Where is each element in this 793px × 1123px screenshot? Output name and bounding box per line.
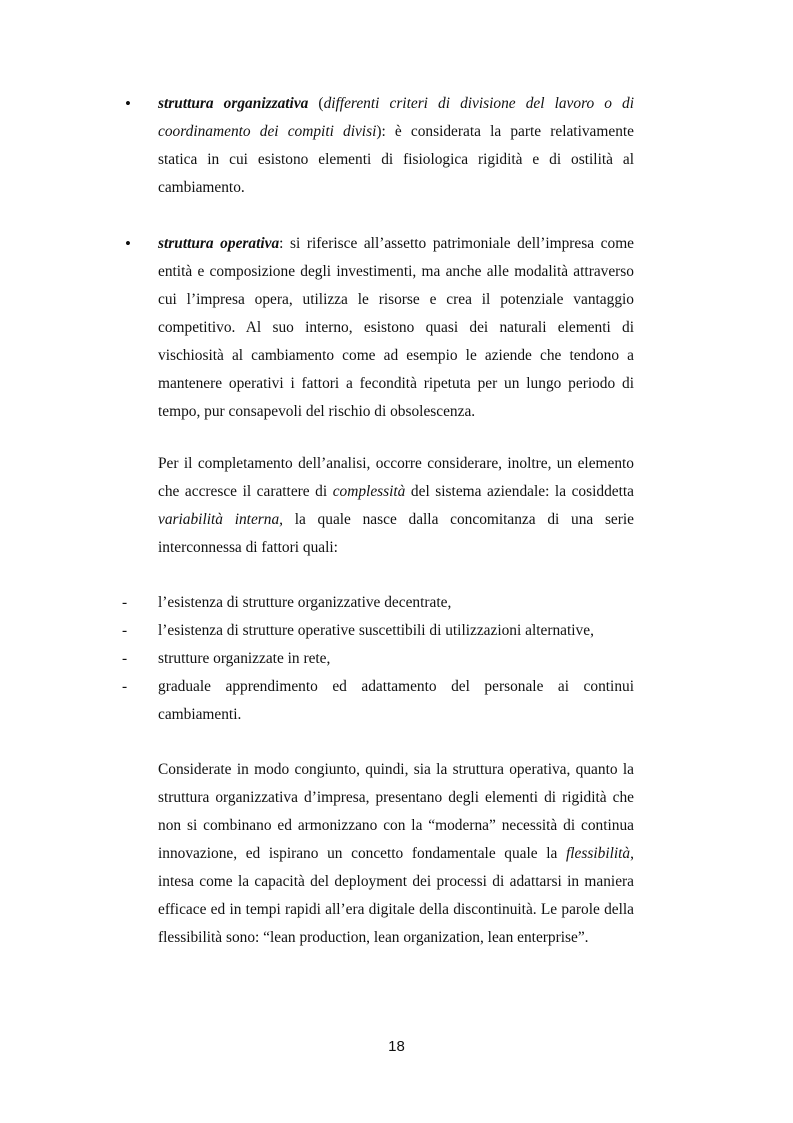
bullet-marker: • [125,94,131,113]
emphasis-variabilita-interna: variabilità interna, [158,511,284,528]
list-marker: - [122,678,128,695]
list-item: strutture organizzate in rete, [158,650,331,667]
bullet-text: struttura operativa: si riferisce all’assetto patrimoniale dell’impresa come entità e composizione degli investimenti, ma anche alle modalità attraverso cui l’impresa opera, utilizza le risorse e crea il potenziale vantaggio competitivo. Al suo interno, esistono quasi dei naturali elementi di vischiosità al cambiamento come ad esempio le aziende che tendono a mantenere operativi i fattori a fecondità ripetuta per un lungo periodo di tempo, pur consapevoli del rischio di obsolescenza. [158,235,634,420]
paragraph-text: Considerate in modo congiunto, quindi, sia la struttura operativa, quanto la struttura organizzativa d’impresa, presentano degli elementi di rigidità che non si combinano ed armonizzano con la “moderna” necessità di continua innovazione, ed ispirano un concetto fondamentale quale la flessibilità, intesa come la capacità del deployment dei processi di adattarsi in maniera efficace ed in tempi rapidi all’era digitale della discontinuità. Le parole della flessibilità sono: “lean production, lean organization, lean enterprise”. [158,761,634,946]
bullet-item-struttura-organizzativa [158,90,634,202]
term-struttura-organizzativa: struttura organizzativa [158,95,309,112]
list-marker: - [122,594,128,611]
parenthetical-note: differenti criteri di divisione del lavoro o di coordinamento dei compiti divisi [158,95,635,140]
term-struttura-operativa: struttura operativa [158,235,280,252]
bullet-item-struttura-operativa [158,230,634,426]
list-item: graduale apprendimento ed adattamento del personale ai continui cambiamenti. [158,678,634,723]
page-number: 18 [388,1038,405,1055]
paragraph-text: Per il completamento dell’analisi, occorre considerare, inoltre, un elemento che accresce il carattere di complessità del sistema aziendale: la cosiddetta variabilità interna, la quale nasce dalla concomitanza di una serie interconnessa di fattori quali: [158,455,634,556]
emphasis-complessita: complessità [332,483,406,500]
paragraph-variabilita-interna [158,450,634,562]
list-marker: - [122,622,128,639]
bullet-text: struttura organizzativa (differenti criteri di divisione del lavoro o di coordinamento dei compiti divisi): è considerata la parte relativamente statica in cui esistono elementi di fisiologica rigidità e di ostilità al cambiamento. [158,95,635,196]
list-item: l’esistenza di strutture organizzative decentrate, [158,594,452,611]
list-item: l’esistenza di strutture operative suscettibili di utilizzazioni alternative, [158,622,594,639]
emphasis-flessibilita: flessibilità [566,845,631,862]
list-marker: - [122,650,128,667]
bullet-marker: • [125,234,131,253]
paragraph-flessibilita [158,756,634,952]
